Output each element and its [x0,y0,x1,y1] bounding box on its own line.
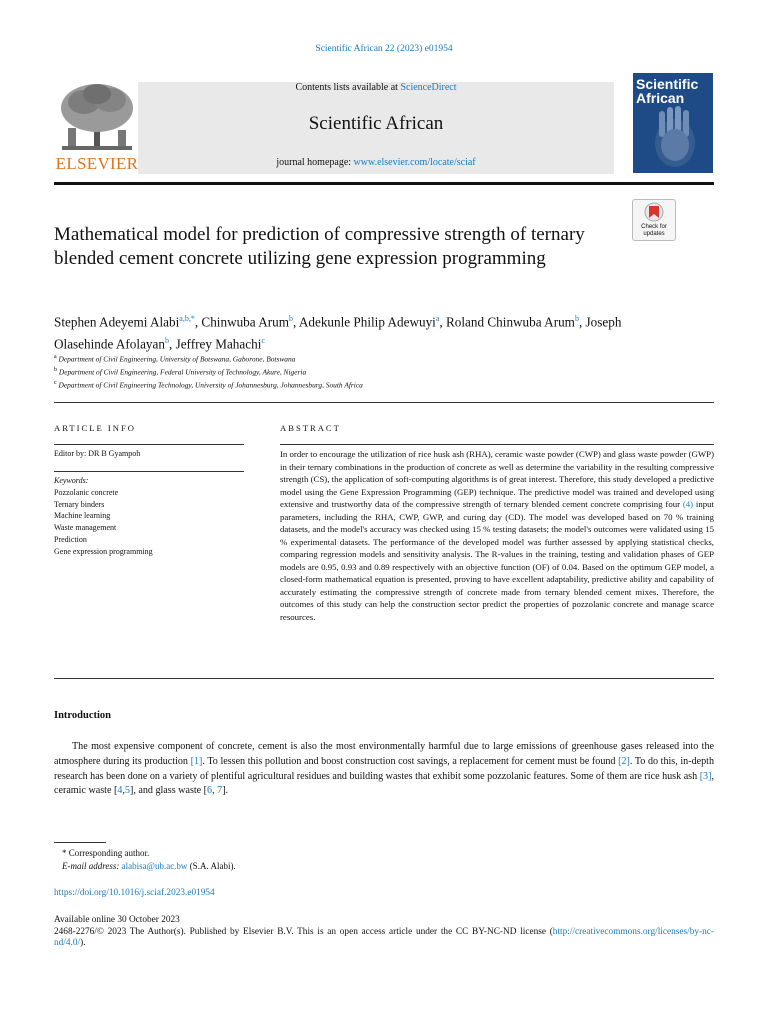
intro-text: , [122,785,125,797]
keyword-list [54,487,153,557]
author-affiliation-marker[interactable]: b [164,336,169,346]
header-rule [54,182,714,185]
affiliation-key: a [54,354,57,360]
keyword-item: Pozzolanic concrete [54,488,119,497]
author-affiliation-marker[interactable]: a,b,* [179,314,195,323]
affiliation-text: Department of Civil Engineering Technology, University of Johannesburg, Johannesburg, South Africa [58,380,363,390]
citation-link[interactable]: [2] [618,755,630,767]
author-affiliation-marker[interactable]: b [574,314,579,323]
keywords-heading: Keywords: [54,476,89,485]
intro-text: , [212,785,218,797]
author-name[interactable]: Joseph Olasehinde Afolayan [54,314,622,352]
editor-line: Editor by: DR B Gyampoh [54,449,141,458]
affiliation-item [54,378,614,391]
journal-homepage [138,157,614,168]
publication-info [54,915,714,950]
license-line [54,927,714,950]
bookmark-icon [633,200,675,224]
elsevier-wordmark: ELSEVIER [55,154,139,173]
article-info-heading: ARTICLE INFO [54,423,136,433]
citation-link[interactable]: 7 [217,785,223,797]
email-suffix: (S.A. Alabi). [187,861,236,871]
intro-text: , ceramic waste [ [54,770,714,797]
citation-link[interactable]: 4 [117,785,123,797]
affiliation-item [54,352,614,365]
author-name[interactable]: Chinwuba Arum [201,314,289,330]
citation-link[interactable]: 5 [124,785,130,797]
contents-line [138,82,614,93]
sciencedirect-link[interactable]: ScienceDirect [400,82,457,93]
license-link[interactable]: http://creativecommons.org/licenses/by-nc-nd/4.0/ [54,926,714,948]
intro-text: The most expensive component of concrete, cement is also the most environmentally harmful due to large emissions of greenhouse gases released into the atmosphere during its production [54,741,714,767]
keyword-item: Waste management [54,523,117,533]
abstract-bottom-rule [54,678,714,679]
section-rule [54,402,714,403]
footnote-rule [54,842,106,843]
available-online: Available online 30 October 2023 [54,915,180,925]
paper-title: Mathematical model for prediction of compressive strength of ternary blended cement concrete utilizing gene expression programming [54,224,585,269]
abstract-text-part: input parameters, including the RHA, CWP, GWP, and curing day (CD). The model was developed based on 70 % training datasets, and the model's accuracy was checked using 15 % testing datasets; the model's outcomes were validated using 15 % experimental datasets. The performance of the developed model was further assessed by applying statistical checks, comparing regression models and sensitivity analysis. The R-values in the training, testing and validation phases of GEP models are 0.95, 0.93 and 0.89 respectively with an objective function (OF) of 0.04. Based on the optimum GEP model, a closed-form mathematical equation is presented, proving to have excellent adaptability, predictive ability and capability of accurately estimating the compressive strength of concrete made from ternary blended cement mixes. Therefore, the outcomes of this study can help the construction sector predict the properties of pozzolanic concrete and manage scarce resources. [280,499,714,622]
journal-reference[interactable]: Scientific African 22 (2023) e01954 [315,44,453,54]
author-name[interactable]: Adekunle Philip Adewuyi [298,314,436,330]
keyword-item: Prediction [54,534,87,544]
email-link[interactable]: alabisa@ub.ac.bw [121,861,188,871]
affiliation-text: Department of Civil Engineering, University of Botswana, Gaborone, Botswana [58,354,296,364]
email-line [62,860,236,873]
abstract-heading: ABSTRACT [280,423,341,433]
license-close: ). [80,938,86,948]
check-badge-label: Check for updates [641,224,667,237]
affiliation-item [54,365,614,378]
abstract-body [280,448,714,623]
citation-link[interactable]: 6 [207,785,213,797]
homepage-prefix: journal homepage: [276,157,354,168]
affiliation-key: b [54,366,57,373]
citation-link[interactable]: [3] [699,770,712,782]
homepage-link[interactable]: www.elsevier.com/locate/sciaf [353,157,476,168]
keyword-item: Machine learning [54,511,111,521]
intro-text: ]. [222,785,229,797]
introduction-heading: Introduction [54,710,111,721]
author-name[interactable]: Roland Chinwuba Arum [446,314,575,330]
abstract-text-part: In order to encourage the utilization of rice husk ash (RHA), ceramic waste powder (CWP) and glass waste powder (GWP) in their ternary combinations in the production of concrete as well as determine the variability in the resulting compressive strength (CS), the application of soft-computing algorithms is of great interest. Therefore, this study developed a predictive model using the Gene Expression Programming (GEP) technique. The predictive model was trained and developed using extensive and trustworthy data of the compressive strength of ternary blended cement concrete comprising four [280,449,714,509]
keywords-rule [54,471,244,472]
license-text: 2468-2276/© 2023 The Author(s). Published by Elsevier B.V. This is an open access article under the CC BY-NC-ND license ( [54,926,553,937]
contents-prefix: Contents lists available at [295,82,401,93]
author-affiliation-marker[interactable]: b [288,314,293,323]
introduction-paragraph [54,740,714,799]
journal-title: Scientific African [308,113,444,134]
abstract-reference-link[interactable]: (4) [682,499,694,509]
author-affiliation-marker[interactable]: a [435,314,440,323]
cover-hand-icon [633,73,713,173]
author-name[interactable]: Jeffrey Mahachi [175,336,262,352]
author-affiliation-marker[interactable]: c [261,336,265,346]
check-for-updates-badge[interactable] [632,199,676,241]
doi-link[interactable]: https://doi.org/10.1016/j.sciaf.2023.e01954 [54,888,215,898]
cover-title: Scientific African [636,76,699,106]
affiliation-text: Department of Civil Engineering, Federal University of Technology, Akure, Nigeria [58,367,307,377]
author-list: Stephen Adeyemi Alabi$^{a,b,*}$, Chinwuba Arum$^b$, Adekunle Philip Adewuyi$^a$, Roland Chinwuba Arum$^b$, Joseph Olasehinde Afolayan$^b$, Jeffrey Mahachi$^c$ [54,314,622,352]
keyword-item: Gene expression programming [54,546,153,556]
intro-text: ], and glass waste [ [129,785,208,797]
intro-text: . To do this, in-depth research has been done on a variety of plentiful agricultural residues and building wastes that exhibit some pozzolanic features. Some of them are rice husk ash [54,755,714,782]
email-label: E-mail address: [62,861,122,871]
affiliation-list [54,352,614,391]
citation-link[interactable]: [1] [190,755,203,767]
article-info-rule [54,444,244,445]
intro-text: . To lessen this pollution and boost construction cost savings, a replacement for cement must be found [202,755,619,767]
abstract-rule [280,444,714,445]
author-name[interactable]: Stephen Adeyemi Alabi [54,314,180,330]
footnote [62,847,236,873]
journal-cover-image[interactable] [633,73,713,173]
corresponding-author-note: * Corresponding author. [62,848,150,858]
affiliation-key: c [54,379,57,386]
keyword-item: Ternary binders [54,499,105,509]
